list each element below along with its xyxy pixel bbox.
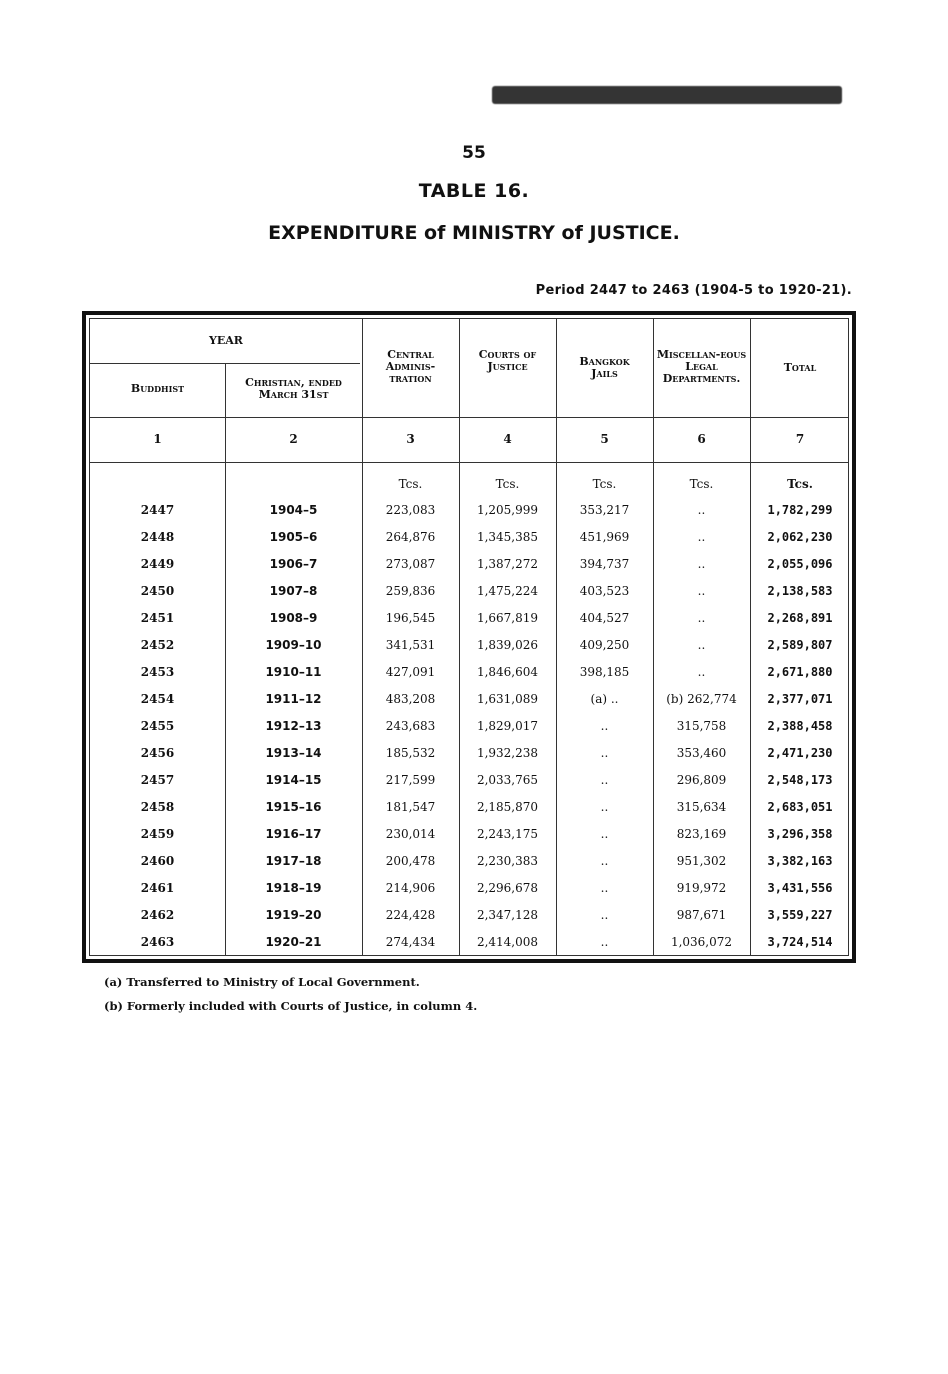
courts-of-justice-cell: 1,839,026 — [476, 638, 539, 652]
total-cell: 2,055,096 — [767, 557, 833, 571]
col-number: 7 — [795, 432, 805, 446]
christian-year-cell: 1913–14 — [265, 746, 322, 760]
table-row — [90, 821, 848, 848]
buddhist-year-cell: 2451 — [140, 611, 175, 625]
table-row — [90, 929, 848, 956]
courts-of-justice-cell: 1,846,604 — [476, 665, 539, 679]
running-head-blot — [492, 86, 842, 104]
col-header-courts: Courts of Justice — [478, 348, 537, 373]
total-cell: 2,138,583 — [767, 584, 833, 598]
period-note: Period 2447 to 2463 (1904-5 to 1920-21). — [535, 283, 852, 298]
central-administration-cell: 230,014 — [385, 827, 436, 841]
table-row — [90, 551, 848, 578]
misc-legal-departments-cell: .. — [697, 503, 706, 517]
total-cell: 3,382,163 — [767, 854, 833, 868]
christian-year-cell: 1908–9 — [269, 611, 318, 625]
courts-of-justice-cell: 1,932,238 — [476, 746, 539, 760]
courts-of-justice-cell: 1,387,272 — [476, 557, 539, 571]
total-cell: 2,388,458 — [767, 719, 833, 733]
unit-label: Tcs. — [787, 477, 813, 491]
buddhist-year-cell: 2460 — [140, 854, 175, 868]
footnote-b: (b) Formerly included with Courts of Justice, in column 4. — [104, 999, 478, 1013]
christian-year-cell: 1911–12 — [265, 692, 322, 706]
misc-legal-departments-cell: (b) 262,774 — [666, 692, 737, 706]
central-administration-cell: 196,545 — [385, 611, 436, 625]
christian-year-cell: 1906–7 — [269, 557, 318, 571]
buddhist-year-cell: 2450 — [140, 584, 175, 598]
expenditure-table — [82, 311, 856, 963]
footnote-a: (a) Transferred to Ministry of Local Government. — [104, 975, 420, 989]
unit-label: Tcs. — [398, 477, 423, 491]
central-administration-cell: 264,876 — [385, 530, 436, 544]
christian-year-cell: 1904–5 — [269, 503, 318, 517]
total-cell: 2,062,230 — [767, 530, 833, 544]
misc-legal-departments-cell: 823,169 — [676, 827, 727, 841]
courts-of-justice-cell: 2,033,765 — [476, 773, 539, 787]
bangkok-jails-cell: .. — [600, 881, 609, 895]
bangkok-jails-cell: 398,185 — [579, 665, 630, 679]
misc-legal-departments-cell: .. — [697, 584, 706, 598]
col-number: 4 — [503, 432, 512, 446]
courts-of-justice-cell: 1,829,017 — [476, 719, 539, 733]
table-row — [90, 497, 848, 524]
bangkok-jails-cell: .. — [600, 827, 609, 841]
total-cell: 2,471,230 — [767, 746, 833, 760]
bangkok-jails-cell: 353,217 — [579, 503, 630, 517]
bangkok-jails-cell: (a) .. — [590, 692, 619, 706]
col-header-misc: Miscellan-eous Legal Departments. — [656, 348, 747, 385]
table-row — [90, 875, 848, 902]
buddhist-year-cell: 2447 — [140, 503, 175, 517]
buddhist-year-cell: 2449 — [140, 557, 175, 571]
year-group-header: YEAR — [209, 334, 243, 347]
unit-label: Tcs. — [689, 477, 714, 491]
misc-legal-departments-cell: .. — [697, 611, 706, 625]
col-header-buddhist: Buddhist — [130, 382, 185, 395]
footnotes — [104, 975, 477, 1023]
total-cell: 3,724,514 — [767, 935, 833, 949]
central-administration-cell: 483,208 — [385, 692, 436, 706]
central-administration-cell: 214,906 — [385, 881, 436, 895]
central-administration-cell: 185,532 — [385, 746, 436, 760]
bangkok-jails-cell: 451,969 — [579, 530, 630, 544]
misc-legal-departments-cell: 353,460 — [676, 746, 727, 760]
bangkok-jails-cell: 394,737 — [579, 557, 630, 571]
buddhist-year-cell: 2454 — [140, 692, 175, 706]
bangkok-jails-cell: .. — [600, 935, 609, 949]
courts-of-justice-cell: 1,475,224 — [476, 584, 539, 598]
table-row — [90, 740, 848, 767]
col-header-jails: Bangkok Jails — [579, 355, 630, 380]
christian-year-cell: 1912–13 — [265, 719, 322, 733]
page-number: 55 — [462, 143, 486, 163]
misc-legal-departments-cell: 987,671 — [676, 908, 727, 922]
buddhist-year-cell: 2459 — [140, 827, 175, 841]
bangkok-jails-cell: .. — [600, 854, 609, 868]
table-row — [90, 605, 848, 632]
buddhist-year-cell: 2457 — [140, 773, 175, 787]
total-cell: 2,268,891 — [767, 611, 833, 625]
buddhist-year-cell: 2463 — [140, 935, 175, 949]
christian-year-cell: 1905–6 — [269, 530, 318, 544]
central-administration-cell: 243,683 — [385, 719, 436, 733]
christian-year-cell: 1907–8 — [269, 584, 318, 598]
central-administration-cell: 274,434 — [385, 935, 436, 949]
rule — [90, 462, 848, 463]
courts-of-justice-cell: 1,205,999 — [476, 503, 539, 517]
central-administration-cell: 217,599 — [385, 773, 436, 787]
total-cell: 2,671,880 — [767, 665, 833, 679]
misc-legal-departments-cell: 919,972 — [676, 881, 727, 895]
buddhist-year-cell: 2461 — [140, 881, 175, 895]
christian-year-cell: 1910–11 — [265, 665, 322, 679]
bangkok-jails-cell: 403,523 — [579, 584, 630, 598]
central-administration-cell: 427,091 — [385, 665, 436, 679]
col-header-total: Total — [783, 361, 817, 374]
bangkok-jails-cell: .. — [600, 746, 609, 760]
total-cell: 3,559,227 — [767, 908, 833, 922]
table-row — [90, 578, 848, 605]
christian-year-cell: 1918–19 — [265, 881, 322, 895]
table-row — [90, 767, 848, 794]
christian-year-cell: 1914–15 — [265, 773, 322, 787]
misc-legal-departments-cell: .. — [697, 638, 706, 652]
courts-of-justice-cell: 1,667,819 — [476, 611, 539, 625]
central-administration-cell: 181,547 — [385, 800, 436, 814]
courts-of-justice-cell: 2,230,383 — [476, 854, 539, 868]
courts-of-justice-cell: 1,345,385 — [476, 530, 539, 544]
table-row — [90, 902, 848, 929]
christian-year-cell: 1915–16 — [265, 800, 322, 814]
buddhist-year-cell: 2452 — [140, 638, 175, 652]
total-cell: 2,589,807 — [767, 638, 833, 652]
christian-year-cell: 1919–20 — [265, 908, 322, 922]
central-administration-cell: 273,087 — [385, 557, 436, 571]
central-administration-cell: 259,836 — [385, 584, 436, 598]
buddhist-year-cell: 2462 — [140, 908, 175, 922]
bangkok-jails-cell: 404,527 — [579, 611, 630, 625]
table-row — [90, 524, 848, 551]
courts-of-justice-cell: 2,347,128 — [476, 908, 539, 922]
total-cell: 2,377,071 — [767, 692, 833, 706]
table-row — [90, 848, 848, 875]
bangkok-jails-cell: .. — [600, 908, 609, 922]
misc-legal-departments-cell: .. — [697, 665, 706, 679]
bangkok-jails-cell: .. — [600, 773, 609, 787]
central-administration-cell: 224,428 — [385, 908, 436, 922]
misc-legal-departments-cell: 315,758 — [676, 719, 727, 733]
total-cell: 2,548,173 — [767, 773, 833, 787]
bangkok-jails-cell: .. — [600, 800, 609, 814]
total-cell: 3,431,556 — [767, 881, 833, 895]
christian-year-cell: 1916–17 — [265, 827, 322, 841]
misc-legal-departments-cell: 1,036,072 — [670, 935, 733, 949]
courts-of-justice-cell: 1,631,089 — [476, 692, 539, 706]
christian-year-cell: 1920–21 — [265, 935, 322, 949]
total-cell: 2,683,051 — [767, 800, 833, 814]
buddhist-year-cell: 2456 — [140, 746, 175, 760]
misc-legal-departments-cell: 315,634 — [676, 800, 727, 814]
table-row — [90, 794, 848, 821]
total-cell: 1,782,299 — [767, 503, 833, 517]
rule — [90, 417, 848, 418]
table-row — [90, 659, 848, 686]
col-number: 6 — [697, 432, 706, 446]
bangkok-jails-cell: 409,250 — [579, 638, 630, 652]
misc-legal-departments-cell: 296,809 — [676, 773, 727, 787]
courts-of-justice-cell: 2,296,678 — [476, 881, 539, 895]
misc-legal-departments-cell: 951,302 — [676, 854, 727, 868]
total-cell: 3,296,358 — [767, 827, 833, 841]
col-number: 1 — [153, 432, 162, 446]
misc-legal-departments-cell: .. — [697, 530, 706, 544]
courts-of-justice-cell: 2,414,008 — [476, 935, 539, 949]
unit-label: Tcs. — [592, 477, 617, 491]
col-number: 2 — [289, 432, 298, 446]
col-number: 5 — [600, 432, 609, 446]
christian-year-cell: 1917–18 — [265, 854, 322, 868]
rule — [90, 363, 360, 364]
col-header-christian: Christian, ended March 31st — [245, 376, 342, 401]
table-row — [90, 686, 848, 713]
buddhist-year-cell: 2458 — [140, 800, 175, 814]
buddhist-year-cell: 2448 — [140, 530, 175, 544]
buddhist-year-cell: 2453 — [140, 665, 175, 679]
col-header-central: Central Adminis-tration — [385, 348, 436, 385]
bangkok-jails-cell: .. — [600, 719, 609, 733]
courts-of-justice-cell: 2,243,175 — [476, 827, 539, 841]
central-administration-cell: 200,478 — [385, 854, 436, 868]
table-number: TABLE 16. — [418, 180, 530, 202]
courts-of-justice-cell: 2,185,870 — [476, 800, 539, 814]
table-row — [90, 713, 848, 740]
buddhist-year-cell: 2455 — [140, 719, 175, 733]
unit-label: Tcs. — [495, 477, 520, 491]
col-number: 3 — [406, 432, 415, 446]
christian-year-cell: 1909–10 — [265, 638, 322, 652]
table-title: EXPENDITURE of MINISTRY of JUSTICE. — [268, 222, 680, 244]
table-row — [90, 632, 848, 659]
central-administration-cell: 223,083 — [385, 503, 436, 517]
misc-legal-departments-cell: .. — [697, 557, 706, 571]
central-administration-cell: 341,531 — [385, 638, 436, 652]
